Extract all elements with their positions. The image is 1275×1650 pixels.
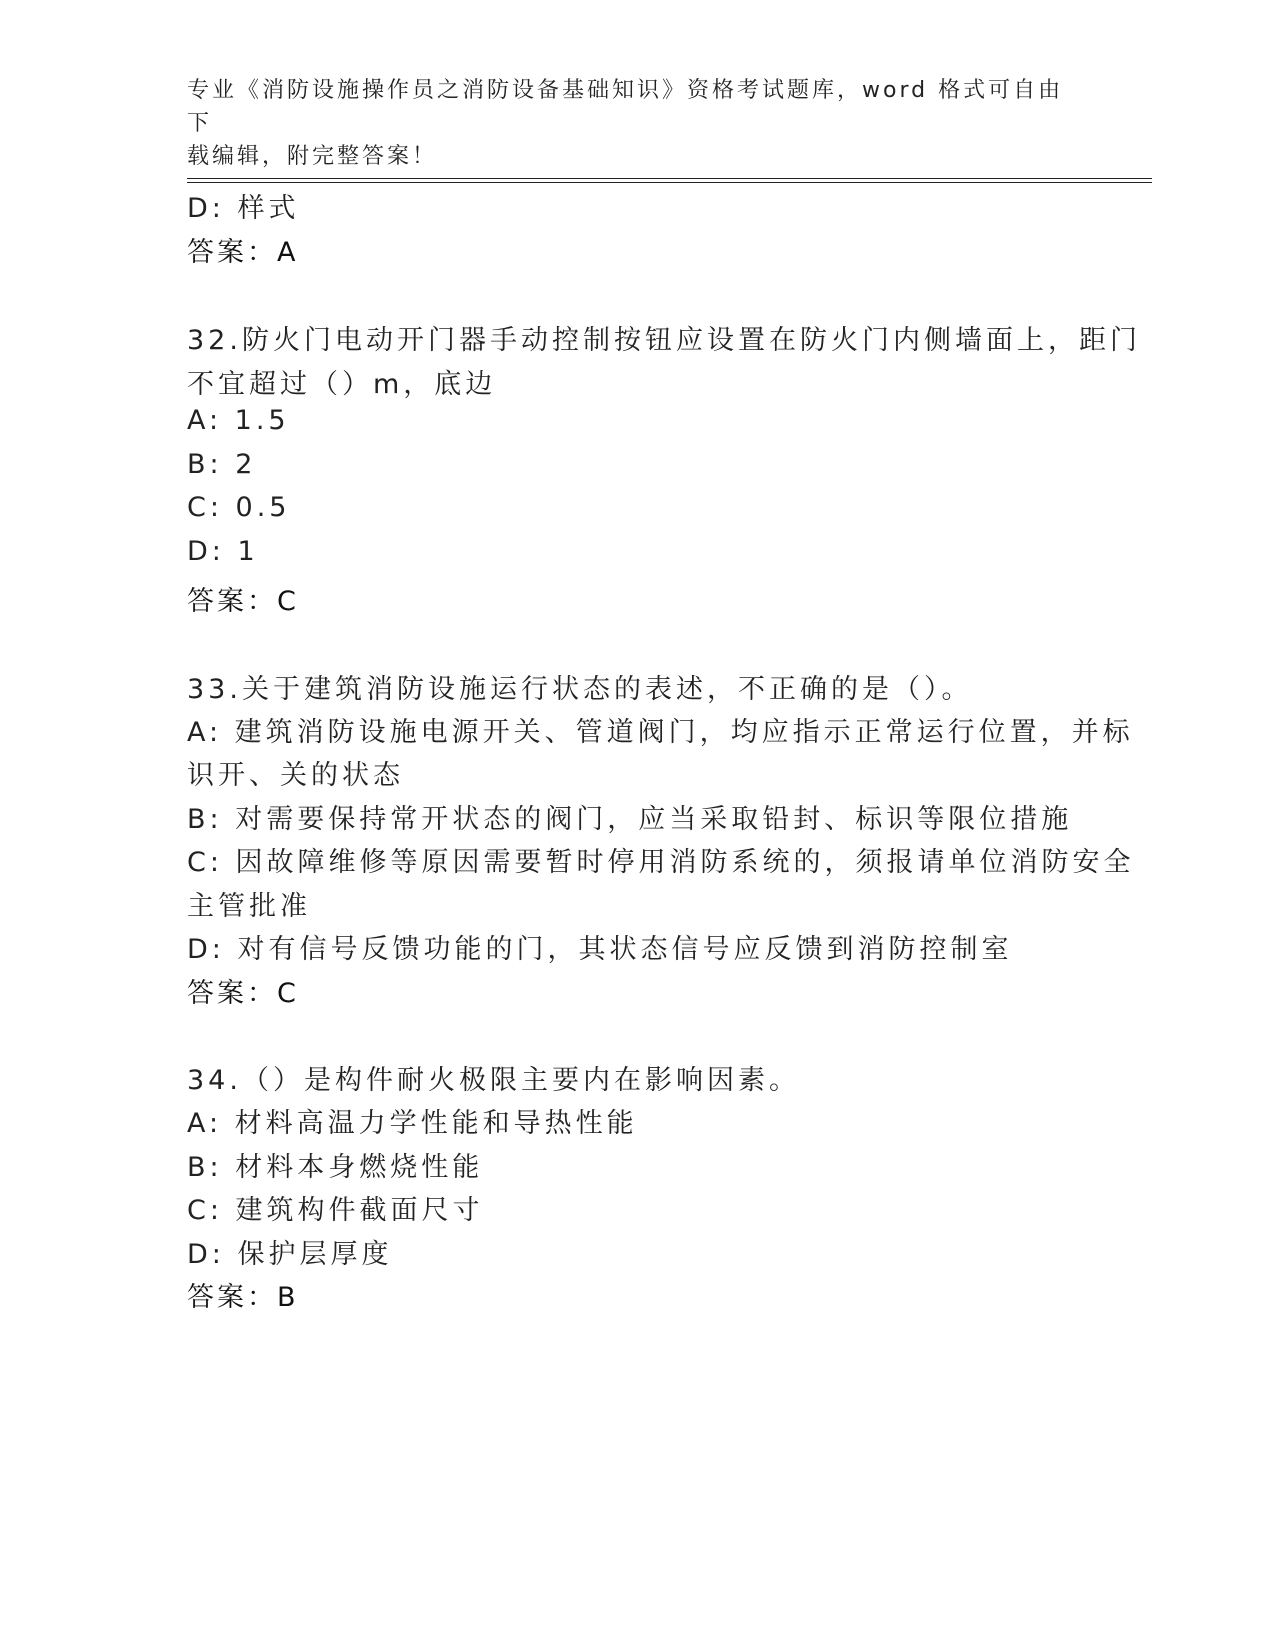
question-33-stem: 33.关于建筑消防设施运行状态的表述，不正确的是（）。 <box>187 674 973 705</box>
question-34-stem: 34.（）是构件耐火极限主要内在影响因素。 <box>187 1065 800 1096</box>
header-divider-top <box>187 178 1152 179</box>
question-33-option-d: D: 对有信号反馈功能的门，其状态信号应反馈到消防控制室 <box>187 934 1013 965</box>
question-33-answer: 答案：C <box>187 978 299 1009</box>
question-34-option-c: C: 建筑构件截面尺寸 <box>187 1195 484 1226</box>
prev-question-answer: 答案：A <box>187 237 299 268</box>
question-32-answer: 答案：C <box>187 586 299 617</box>
question-33-option-b: B: 对需要保持常开状态的阀门，应当采取铅封、标识等限位措施 <box>187 804 1073 835</box>
question-34-option-d: D: 保护层厚度 <box>187 1239 393 1270</box>
question-33-option-a-line-2: 识开、关的状态 <box>187 760 404 791</box>
question-33-option-c-line-2: 主管批准 <box>187 891 311 922</box>
question-32-option-c: C: 0.5 <box>187 492 291 523</box>
question-34-option-a: A: 材料高温力学性能和导热性能 <box>187 1108 638 1139</box>
question-32-option-d: D: 1 <box>187 536 259 567</box>
question-34-answer: 答案：B <box>187 1282 299 1313</box>
header-line-1: 专业《消防设施操作员之消防设备基础知识》资格考试题库，word 格式可自由下 <box>187 78 1064 136</box>
question-33-option-c-line-1: C: 因故障维修等原因需要暂时停用消防系统的，须报请单位消防安全 <box>187 847 1135 878</box>
header-divider-bottom <box>187 182 1152 183</box>
question-32-stem-line-1: 32.防火门电动开门器手动控制按钮应设置在防火门内侧墙面上，距门 <box>187 325 1141 356</box>
question-33-option-a-line-1: A: 建筑消防设施电源开关、管道阀门，均应指示正常运行位置，并标 <box>187 717 1134 748</box>
question-32-option-b: B: 2 <box>187 449 257 480</box>
header-line-2: 载编辑，附完整答案！ <box>187 144 438 169</box>
question-34-option-b: B: 材料本身燃烧性能 <box>187 1152 484 1183</box>
prev-question-option-d: D: 样式 <box>187 193 300 224</box>
question-32-option-a: A: 1.5 <box>187 405 290 436</box>
question-32-stem-line-2: 不宜超过（）m，底边 <box>187 369 497 400</box>
document-header <box>187 74 1067 173</box>
